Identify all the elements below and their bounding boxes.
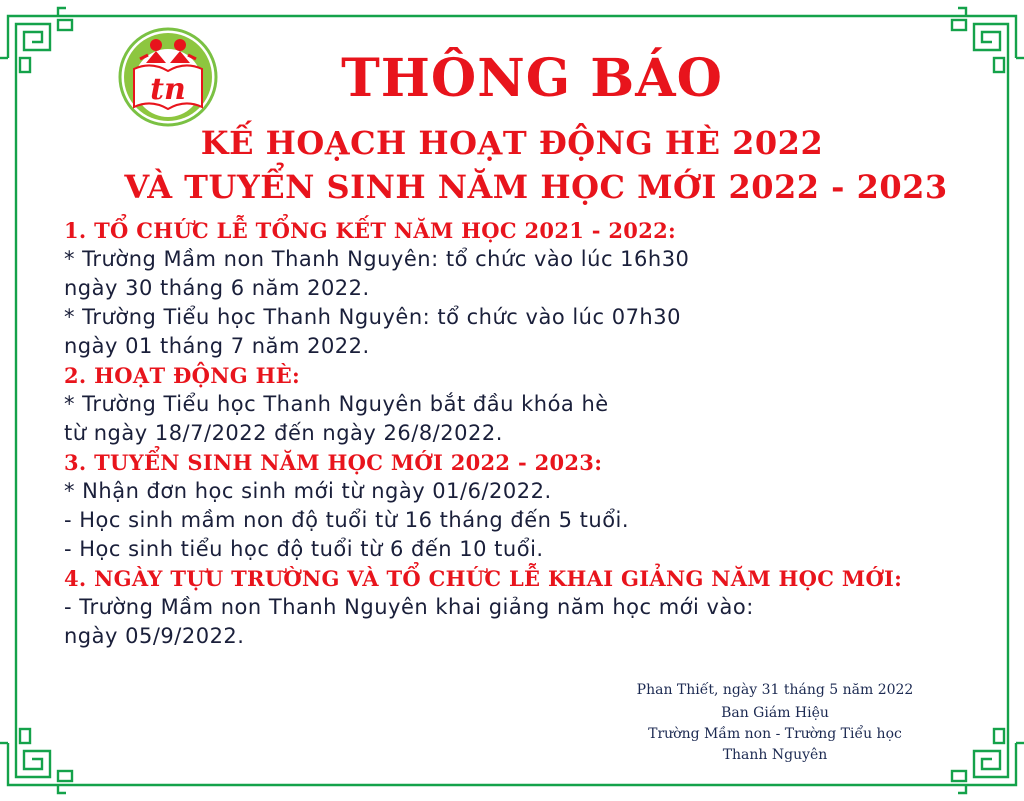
notice-subtitle-2: VÀ TUYỂN SINH NĂM HỌC MỚI 2022 - 2023 xyxy=(124,168,948,206)
notice-body xyxy=(64,216,984,651)
logo-text: tn xyxy=(150,72,186,107)
signature-line-1: Ban Giám Hiệu xyxy=(721,705,829,721)
signature-line-3: Thanh Nguyên xyxy=(722,747,828,763)
body-line: - Học sinh mầm non độ tuổi từ 16 tháng đến 5 tuổi. xyxy=(64,508,630,532)
section-heading: 2. HOẠT ĐỘNG HÈ: xyxy=(64,363,301,388)
body-line: ngày 01 tháng 7 năm 2022. xyxy=(64,334,370,358)
body-line: từ ngày 18/7/2022 đến ngày 26/8/2022. xyxy=(64,421,503,445)
notice-title: THÔNG BÁO xyxy=(341,48,723,109)
place-date: Phan Thiết, ngày 31 tháng 5 năm 2022 xyxy=(636,682,914,698)
body-line: - Học sinh tiểu học độ tuổi từ 6 đến 10 tuổi. xyxy=(64,537,544,561)
section-heading: 3. TUYỂN SINH NĂM HỌC MỚI 2022 - 2023: xyxy=(64,450,603,475)
signature-line-2: Trường Mầm non - Trường Tiểu học xyxy=(648,726,902,742)
body-line: * Trường Tiểu học Thanh Nguyên: tổ chức vào lúc 07h30 xyxy=(64,305,681,329)
body-line: ngày 30 tháng 6 năm 2022. xyxy=(64,276,370,300)
notice-subtitle-1: KẾ HOẠCH HOẠT ĐỘNG HÈ 2022 xyxy=(200,124,824,162)
section-heading: 1. TỔ CHỨC LỄ TỔNG KẾT NĂM HỌC 2021 - 2022: xyxy=(64,218,677,243)
body-line: ngày 05/9/2022. xyxy=(64,624,245,648)
body-line: * Trường Tiểu học Thanh Nguyên bắt đầu khóa hè xyxy=(64,392,609,416)
body-line: - Trường Mầm non Thanh Nguyên khai giảng năm học mới vào: xyxy=(64,595,754,619)
body-line: * Trường Mầm non Thanh Nguyên: tổ chức vào lúc 16h30 xyxy=(64,247,690,271)
section-heading: 4. NGÀY TỰU TRƯỜNG VÀ TỔ CHỨC LỄ KHAI GIẢNG NĂM HỌC MỚI: xyxy=(64,566,903,591)
body-line: * Nhận đơn học sinh mới từ ngày 01/6/2022. xyxy=(64,479,552,503)
signature-block xyxy=(590,680,960,766)
